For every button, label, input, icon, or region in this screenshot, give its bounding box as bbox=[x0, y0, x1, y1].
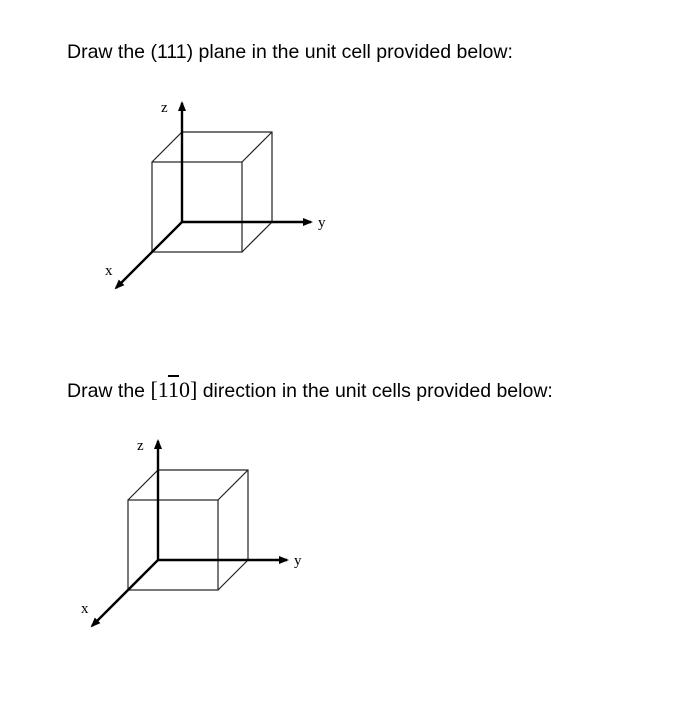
question-2-suffix: direction in the unit cells provided below: bbox=[197, 380, 553, 402]
coordinate-axes bbox=[92, 441, 287, 626]
question-1-plane-index: (111) bbox=[150, 41, 194, 63]
unit-cell-figure-2 bbox=[74, 430, 314, 640]
z-axis-label: z bbox=[137, 438, 144, 454]
direction-index-l: 0 bbox=[178, 377, 190, 402]
x-axis bbox=[92, 560, 158, 626]
coordinate-axes bbox=[116, 103, 311, 288]
y-axis-label: y bbox=[294, 553, 302, 569]
y-axis-label: y bbox=[318, 215, 326, 231]
question-2-direction-index bbox=[150, 377, 197, 402]
question-1-text bbox=[67, 40, 513, 64]
z-axis-label: z bbox=[161, 100, 168, 116]
question-1-suffix: plane in the unit cell provided below: bbox=[193, 41, 513, 63]
x-axis bbox=[116, 222, 182, 288]
direction-bracket-close: ] bbox=[189, 377, 198, 402]
direction-index-k-barred: 1 bbox=[167, 377, 179, 402]
x-axis-label: x bbox=[81, 601, 89, 617]
x-axis-label: x bbox=[105, 263, 113, 279]
unit-cell-figure-1 bbox=[98, 92, 338, 302]
question-2-prefix: Draw the bbox=[67, 380, 151, 402]
direction-index-h: 1 bbox=[157, 377, 168, 402]
question-1-prefix: Draw the bbox=[67, 41, 151, 63]
question-2-text bbox=[67, 378, 553, 403]
direction-bracket-open: [ bbox=[150, 377, 158, 402]
